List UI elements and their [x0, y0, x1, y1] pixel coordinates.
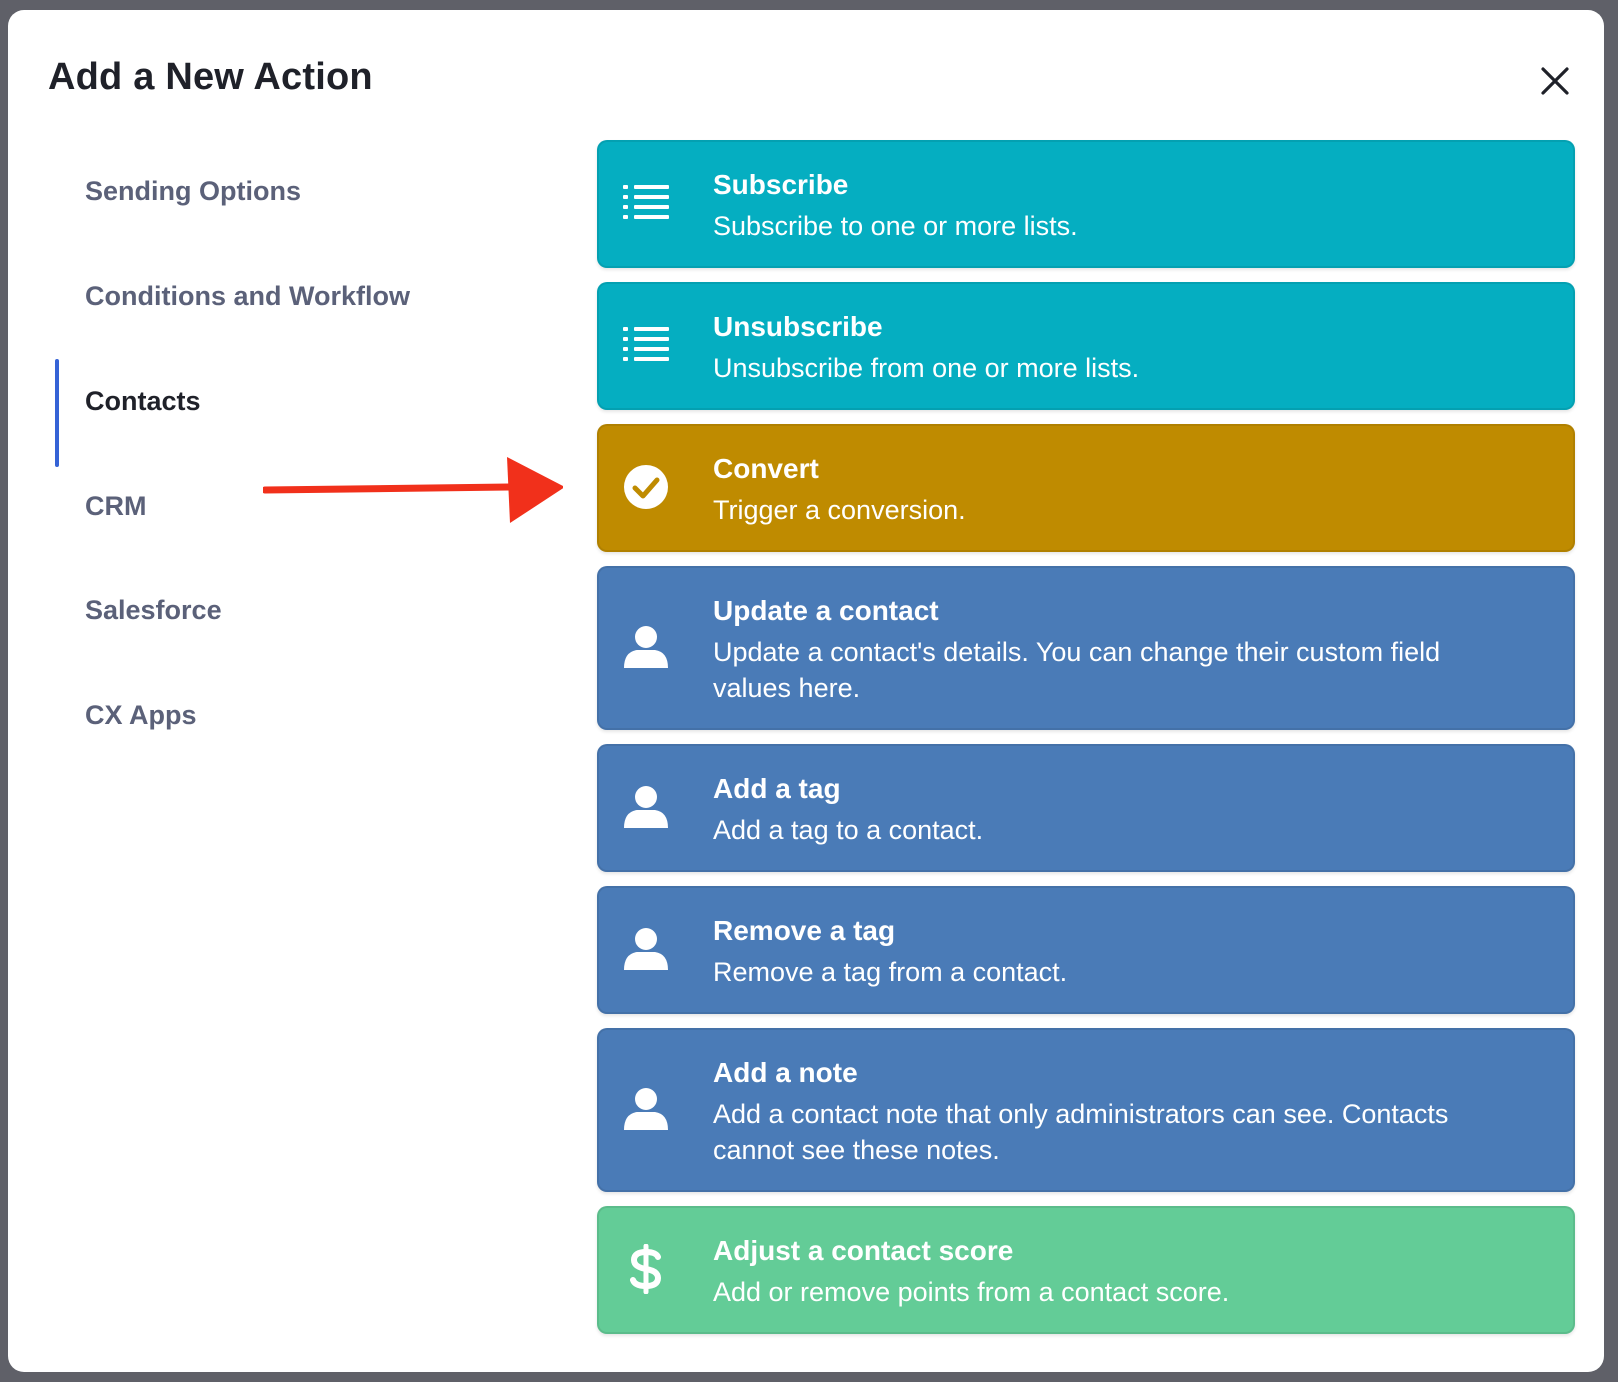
sidebar-item-crm[interactable]: CRM: [85, 491, 147, 521]
action-card-description: Remove a tag from a contact.: [713, 957, 1068, 987]
check-circle-icon: [621, 462, 671, 512]
action-card-remove-tag[interactable]: [597, 886, 1575, 1014]
action-card-update-contact[interactable]: [597, 566, 1575, 730]
list-icon: [621, 320, 671, 370]
sidebar-item-cx-apps[interactable]: CX Apps: [85, 700, 197, 730]
dollar-icon: [621, 1244, 671, 1294]
dialog-title: Add a New Action: [48, 56, 373, 98]
action-card-description: Add or remove points from a contact score.: [713, 1277, 1230, 1307]
sidebar-item-conditions-and-workflow[interactable]: Conditions and Workflow: [85, 281, 410, 311]
action-card-title: Subscribe: [713, 169, 849, 200]
close-button[interactable]: [1528, 54, 1582, 108]
list-icon: [621, 178, 671, 228]
action-card-description: Add a tag to a contact.: [713, 815, 984, 845]
action-card-add-note[interactable]: [597, 1028, 1575, 1192]
person-icon: [621, 1084, 671, 1134]
action-card-description: Update a contact's details. You can change their custom field values here.: [713, 637, 1441, 703]
action-card-add-tag[interactable]: [597, 744, 1575, 872]
person-icon: [621, 782, 671, 832]
person-icon: [621, 622, 671, 672]
sidebar-item-contacts[interactable]: Contacts: [85, 386, 201, 416]
add-action-dialog: [8, 10, 1604, 1372]
action-card-unsubscribe[interactable]: [597, 282, 1575, 410]
action-card-description: Add a contact note that only administrators can see. Contacts cannot see these notes.: [713, 1099, 1449, 1165]
action-card-adjust-score[interactable]: [597, 1206, 1575, 1334]
action-card-description: Unsubscribe from one or more lists.: [713, 353, 1140, 383]
action-card-title: Remove a tag: [713, 915, 896, 946]
close-icon: [1540, 66, 1570, 96]
action-card-subscribe[interactable]: [597, 140, 1575, 268]
action-card-description: Subscribe to one or more lists.: [713, 211, 1078, 241]
sidebar-item-sending-options[interactable]: Sending Options: [85, 176, 301, 206]
action-card-title: Convert: [713, 453, 819, 484]
sidebar-item-salesforce[interactable]: Salesforce: [85, 595, 222, 625]
action-card-convert[interactable]: [597, 424, 1575, 552]
action-card-title: Add a tag: [713, 773, 841, 804]
action-card-title: Adjust a contact score: [713, 1235, 1014, 1266]
action-card-title: Unsubscribe: [713, 311, 883, 342]
action-card-title: Add a note: [713, 1057, 858, 1088]
red-arrow-annotation: [263, 457, 563, 527]
person-icon: [621, 924, 671, 974]
action-card-title: Update a contact: [713, 595, 939, 626]
active-indicator: [55, 359, 59, 467]
action-card-description: Trigger a conversion.: [713, 495, 966, 525]
